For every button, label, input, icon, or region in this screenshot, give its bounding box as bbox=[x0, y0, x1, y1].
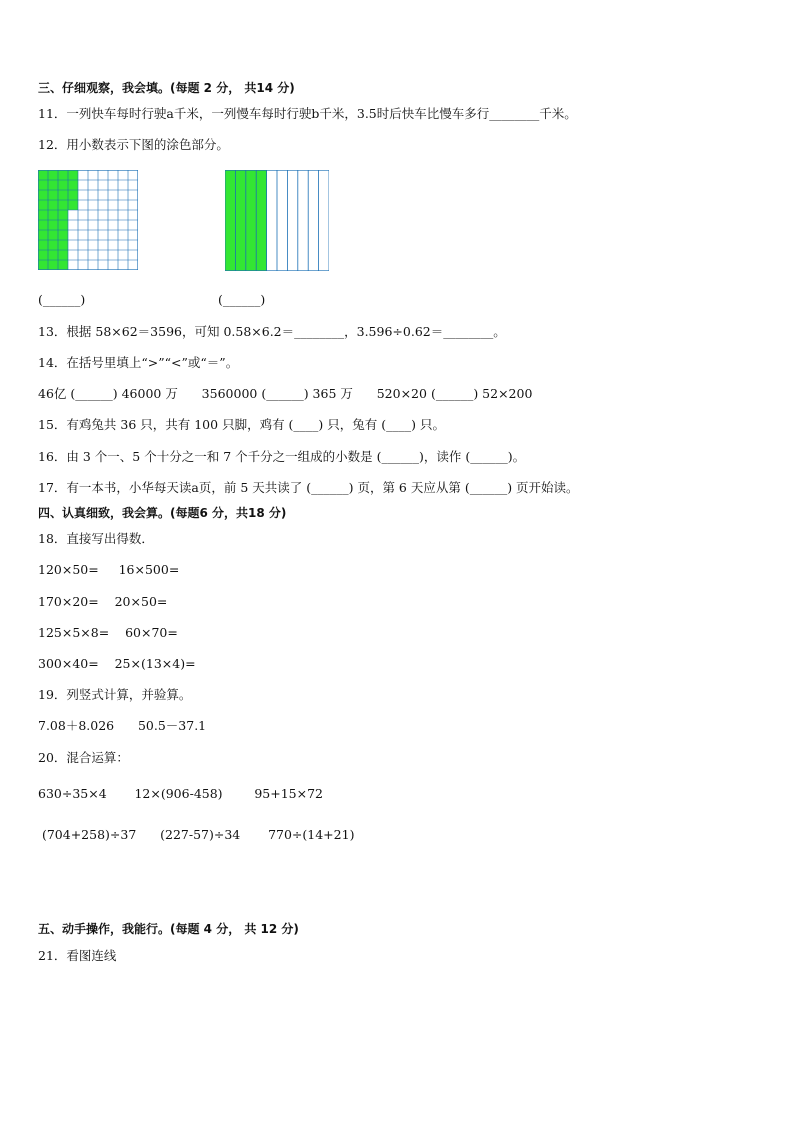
q20-row-2: (704+258)÷37 (227-57)÷34 770÷(14+21) bbox=[38, 827, 355, 842]
q18-row-3: 125×5×8= 60×70= bbox=[38, 625, 178, 640]
shaded-cell bbox=[38, 180, 48, 190]
question-18: 18．直接写出得数． bbox=[38, 531, 154, 546]
shaded-cell bbox=[38, 230, 48, 240]
shaded-cell bbox=[38, 200, 48, 210]
shaded-cell bbox=[68, 170, 78, 180]
shaded-cell bbox=[68, 190, 78, 200]
question-12: 12．用小数表示下图的涂色部分。 bbox=[38, 137, 229, 152]
shaded-cell bbox=[38, 260, 48, 270]
shaded-cell bbox=[58, 230, 68, 240]
question-16: 16．由 3 个一、5 个十分之一和 7 个千分之一组成的小数是 (______)，读作 (______)。 bbox=[38, 449, 526, 464]
question-17: 17．有一本书，小华每天读a页，前 5 天共读了 (______) 页，第 6 天应从第 (______) 页开始读。 bbox=[38, 480, 579, 495]
shaded-cell bbox=[48, 180, 58, 190]
section-4-heading: 四、认真细致，我会算。(每题6 分，共18 分) bbox=[38, 506, 287, 520]
shaded-cell bbox=[58, 180, 68, 190]
shaded-cell bbox=[48, 230, 58, 240]
shaded-cell bbox=[48, 240, 58, 250]
question-13: 13．根据 58×62＝3596，可知 0.58×6.2＝________，3.596÷0.62＝________。 bbox=[38, 324, 506, 339]
shaded-cell bbox=[48, 250, 58, 260]
shaded-cell bbox=[38, 220, 48, 230]
shaded-cell bbox=[48, 260, 58, 270]
shaded-cell bbox=[38, 250, 48, 260]
shaded-cell bbox=[68, 200, 78, 210]
section-5-heading: 五、动手操作，我能行。(每题 4 分， 共 12 分) bbox=[38, 922, 299, 936]
shaded-cell bbox=[48, 200, 58, 210]
shaded-strip bbox=[235, 170, 245, 271]
shaded-cell bbox=[48, 170, 58, 180]
shaded-cell bbox=[58, 190, 68, 200]
shaded-cell bbox=[68, 180, 78, 190]
shaded-strip bbox=[256, 170, 266, 271]
shaded-cell bbox=[58, 240, 68, 250]
shaded-cell bbox=[48, 190, 58, 200]
question-14: 14．在括号里填上“>”“<”或“＝”。 bbox=[38, 355, 239, 370]
shaded-strip bbox=[246, 170, 256, 271]
shaded-cell bbox=[58, 220, 68, 230]
shaded-cell bbox=[38, 240, 48, 250]
shaded-cell bbox=[58, 260, 68, 270]
shaded-cell bbox=[58, 170, 68, 180]
question-21: 21．看图连线 bbox=[38, 948, 117, 963]
shaded-cell bbox=[58, 250, 68, 260]
question-14-items: 46亿 (______) 46000 万 3560000 (______) 365 万 520×20 (______) 52×200 bbox=[38, 386, 533, 401]
hundred-grid-figure bbox=[38, 170, 138, 270]
question-15: 15．有鸡兔共 36 只，共有 100 只脚，鸡有 (____) 只，兔有 (____) 只。 bbox=[38, 417, 445, 432]
q18-row-1: 120×50= 16×500= bbox=[38, 562, 180, 577]
shaded-cell bbox=[48, 220, 58, 230]
answer-blank-right: (______) bbox=[218, 292, 266, 307]
shaded-cell bbox=[58, 200, 68, 210]
shaded-cell bbox=[38, 170, 48, 180]
ten-strip-figure bbox=[225, 170, 329, 271]
answer-blank-left: (______) bbox=[38, 292, 86, 307]
q20-row-1: 630÷35×4 12×(906-458) 95+15×72 bbox=[38, 786, 324, 801]
shaded-cell bbox=[38, 190, 48, 200]
question-11: 11．一列快车每时行驶a千米，一列慢车每时行驶b千米，3.5时后快车比慢车多行________千米。 bbox=[38, 106, 577, 121]
question-19: 19．列竖式计算，并验算。 bbox=[38, 687, 192, 702]
question-20: 20．混合运算： bbox=[38, 750, 129, 765]
section-3-heading: 三、仔细观察，我会填。(每题 2 分， 共14 分) bbox=[38, 81, 295, 95]
shaded-cell bbox=[38, 210, 48, 220]
shaded-strip bbox=[225, 170, 235, 271]
question-19-items: 7.08＋8.026 50.5－37.1 bbox=[38, 718, 207, 733]
shaded-cell bbox=[58, 210, 68, 220]
q18-row-2: 170×20= 20×50= bbox=[38, 594, 168, 609]
q18-row-4: 300×40= 25×(13×4)= bbox=[38, 656, 196, 671]
shaded-cell bbox=[48, 210, 58, 220]
